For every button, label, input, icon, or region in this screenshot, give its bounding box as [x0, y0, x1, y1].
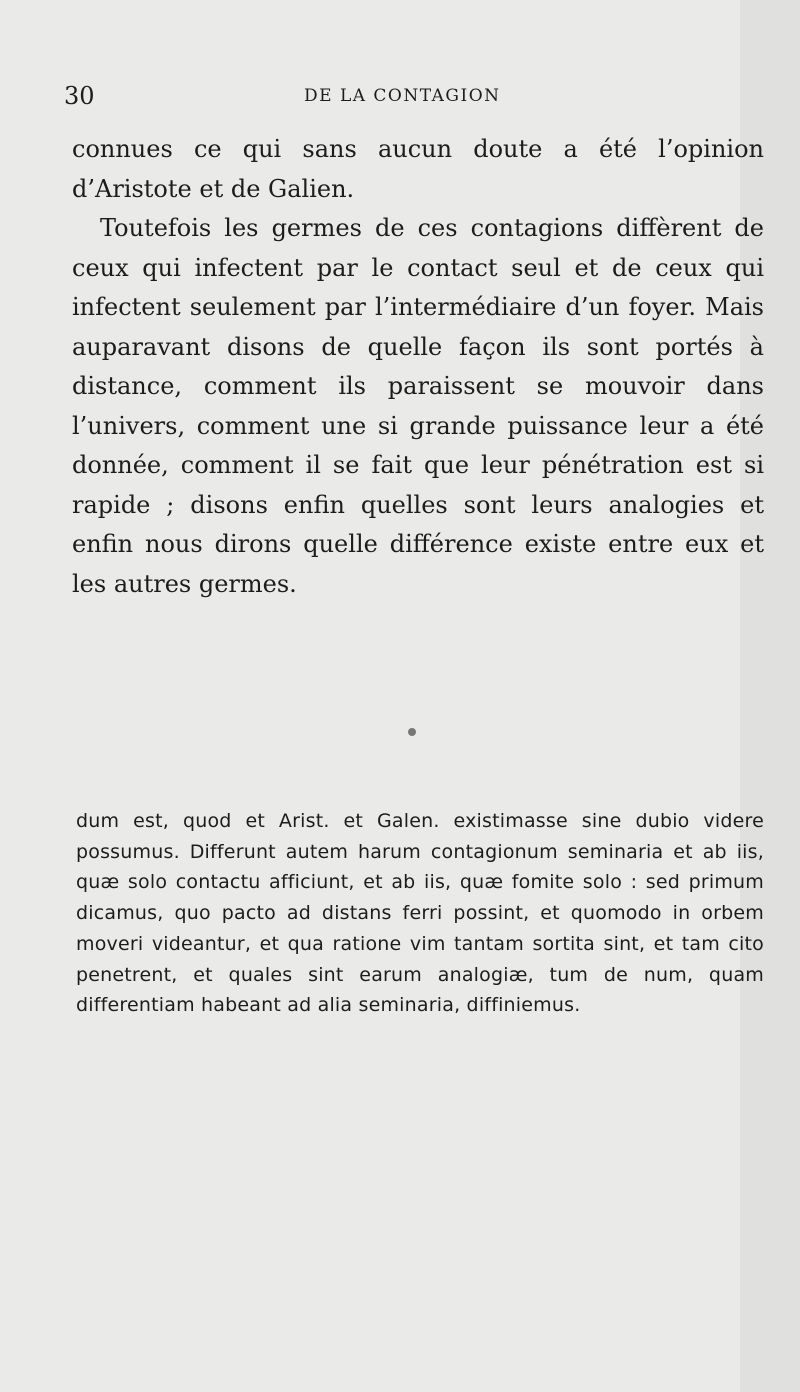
paragraph-continuation: connues ce qui sans aucun doute a été l’opinion d’Aristote et de Galien. — [72, 135, 764, 203]
page-number: 30 — [64, 82, 95, 110]
running-head: DE LA CONTAGION — [304, 86, 501, 106]
ink-speck — [408, 728, 416, 736]
paragraph: Toutefois les germes de ces contagions diffèrent de ceux qui infectent par le contact seul et de ceux qui infectent seulement par l’intermédiaire d’un foyer. Mais auparavant disons de quelle façon ils sont portés à distance, comment ils paraissent se mouvoir dans l’univers, comment une si grande puissance leur a été donnée, comment il se fait que leur pénétration est si rapide ; disons enfin quelles sont leurs analogies et enfin nous dirons quelle différence existe entre eux et les autres germes. — [72, 214, 764, 598]
latin-footnote: dum est, quod et Arist. et Galen. existimasse sine dubio videre possumus. Differunt autem harum contagionum seminaria et ab iis, quæ solo contactu afficiunt, et ab iis, quæ fomite solo : sed primum dicamus, quo pacto ad distans ferri possint, et quomodo in orbem moveri videantur, et qua ratione vim tantam sortita sint, et tam cito penetrent, et quales sint earum analogiæ, tum de num, quam differentiam habeant ad alia seminaria, diffiniemus. — [76, 810, 764, 1017]
page-header — [64, 82, 754, 112]
main-text — [72, 130, 764, 604]
